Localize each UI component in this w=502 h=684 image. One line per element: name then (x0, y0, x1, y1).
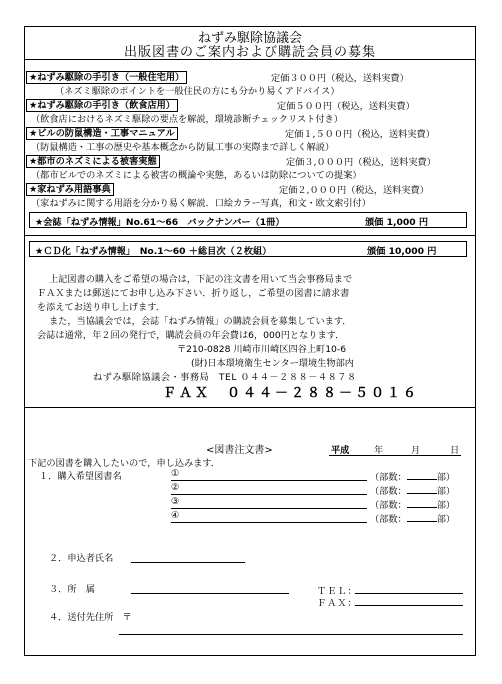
affiliation-field[interactable] (131, 593, 289, 594)
book-slot-4-label: ④ (171, 510, 180, 521)
magazine-title: ★会誌「ねずみ情報」No.61〜66 バックナンバー（1冊） (35, 217, 285, 228)
address-field[interactable] (119, 634, 463, 635)
book-5-price: 定価２,０００円（税込，送料実費） (279, 185, 429, 196)
notice-line-1: 上記図書の購入をご希望の場合は，下記の注文書を用いて当会事務局まで (49, 274, 353, 285)
book-1-price: 定価３００円（税込，送料実費） (271, 73, 409, 84)
book-3-price: 定価１,５００円（税込，送料実費） (285, 129, 435, 140)
notice-line-3: を添えてお送り申し上げます． (37, 302, 165, 313)
qty-4: （部数： 部） (370, 514, 456, 525)
book-4-title: ★都市のネズミによる被害実態 (26, 153, 160, 167)
flyer-frame (24, 26, 476, 656)
order-item-3-label: ３．所 属 (49, 584, 95, 595)
book-5-title: ★家ねずみ用語事典 (26, 181, 114, 195)
section-divider (25, 235, 475, 236)
title-divider (25, 59, 475, 60)
book-4-desc: （都市ビルでのネズミによる被害の概論や実態，あるいは防除についての提案） (31, 170, 362, 181)
book-2-title: ★ねずみ駆除の手引き（飲食店用） (26, 97, 178, 111)
tel-field[interactable] (355, 593, 463, 594)
order-era: 平成 (331, 445, 350, 456)
notice-contact: ねずみ駆除協議会・事務局 TEL ０４４－２８８－４８７８ (93, 372, 357, 383)
fax-label: ＦＡＸ： (317, 598, 358, 609)
notice-line-2: ＦＡＸまたは郵送にてお申し込み下さい．折り返し，ご希望の図書に請求書 (37, 288, 350, 299)
fax-field[interactable] (355, 605, 463, 606)
book-slot-1-label: ① (171, 468, 180, 479)
applicant-name-field[interactable] (131, 562, 245, 563)
notice-line-4: また，当協議会では，会誌「ねずみ情報」の購読会員を募集しています． (49, 316, 352, 327)
book-2-desc: （飲食店におけるネズミ駆除の要点を解説，環境診断チェックリスト付き） (31, 114, 343, 125)
order-divider (25, 407, 475, 408)
qty-3: （部数： 部） (370, 500, 456, 511)
order-month-label: 月 (411, 445, 421, 456)
book-3-desc: （防鼠構造・工事の歴史や基本概念から防鼠工事の実際まで詳しく解説） (31, 142, 335, 153)
date-field[interactable] (329, 455, 461, 456)
book-slot-3-label: ③ (171, 496, 180, 507)
notice-fax: ＦＡＸ ０４４－２８８－５０１６ (163, 386, 420, 401)
qty-1: （部数： 部） (370, 472, 456, 483)
notice-address: 〒210-0828 川崎市川崎区四谷上町10-6 (177, 344, 347, 355)
notice-line-5: 会誌は通常，年２回の発行で，購読会員の年会費は6，000円となります． (37, 330, 345, 341)
book-slot-2-label: ② (171, 482, 180, 493)
magazine-price: 頒価 1,000 円 (365, 217, 429, 228)
qty-2: （部数： 部） (370, 486, 456, 497)
order-item-1-label: １．購入希望図書名 (39, 471, 122, 482)
book-slot-3-field[interactable] (171, 508, 367, 509)
org-name: ねずみ駆除協議会 (197, 31, 302, 46)
book-1-desc: （ネズミ駆除のポイントを一般住民の方にも分かり易くアドバイス） (55, 86, 340, 97)
order-item-4-label: ４．送付先住所 〒 (49, 612, 132, 623)
cd-price: 頒価 10,000 円 (367, 246, 437, 257)
book-3-title: ★ビルの防鼠構造・工事マニュアル (26, 125, 178, 139)
order-intro: 下記の図書を購入したいので，申し込みます． (28, 458, 221, 469)
cd-title: ★ＣＤ化「ねずみ情報」 No.1〜60 ＋総目次（２枚組） (35, 246, 272, 257)
book-5-desc: （家ねずみに関する用語を分かり易く解説．口絵カラー写真，和文・欧文索引付） (31, 198, 371, 209)
page-title: 出版図書のご案内および購読会員の募集 (123, 45, 376, 60)
book-slot-4-field[interactable] (171, 522, 367, 523)
order-year-label: 年 (374, 445, 384, 456)
book-2-price: 定価５００円（税込，送料実費） (277, 101, 415, 112)
book-slot-1-field[interactable] (171, 480, 367, 481)
tel-label: ＴＥＬ： (317, 586, 358, 597)
notice-org: (財)日本環境衛生センター環境生物部内 (191, 358, 354, 369)
book-4-price: 定価３,０００円（税込，送料実費） (286, 157, 436, 168)
order-day-label: 日 (450, 445, 460, 456)
order-heading: <図書注文書> (206, 445, 273, 456)
book-1-title: ★ねずみ駆除の手引き（一般住宅用） (26, 69, 187, 83)
order-item-2-label: ２．申込者氏名 (49, 553, 114, 564)
book-slot-2-field[interactable] (171, 494, 367, 495)
